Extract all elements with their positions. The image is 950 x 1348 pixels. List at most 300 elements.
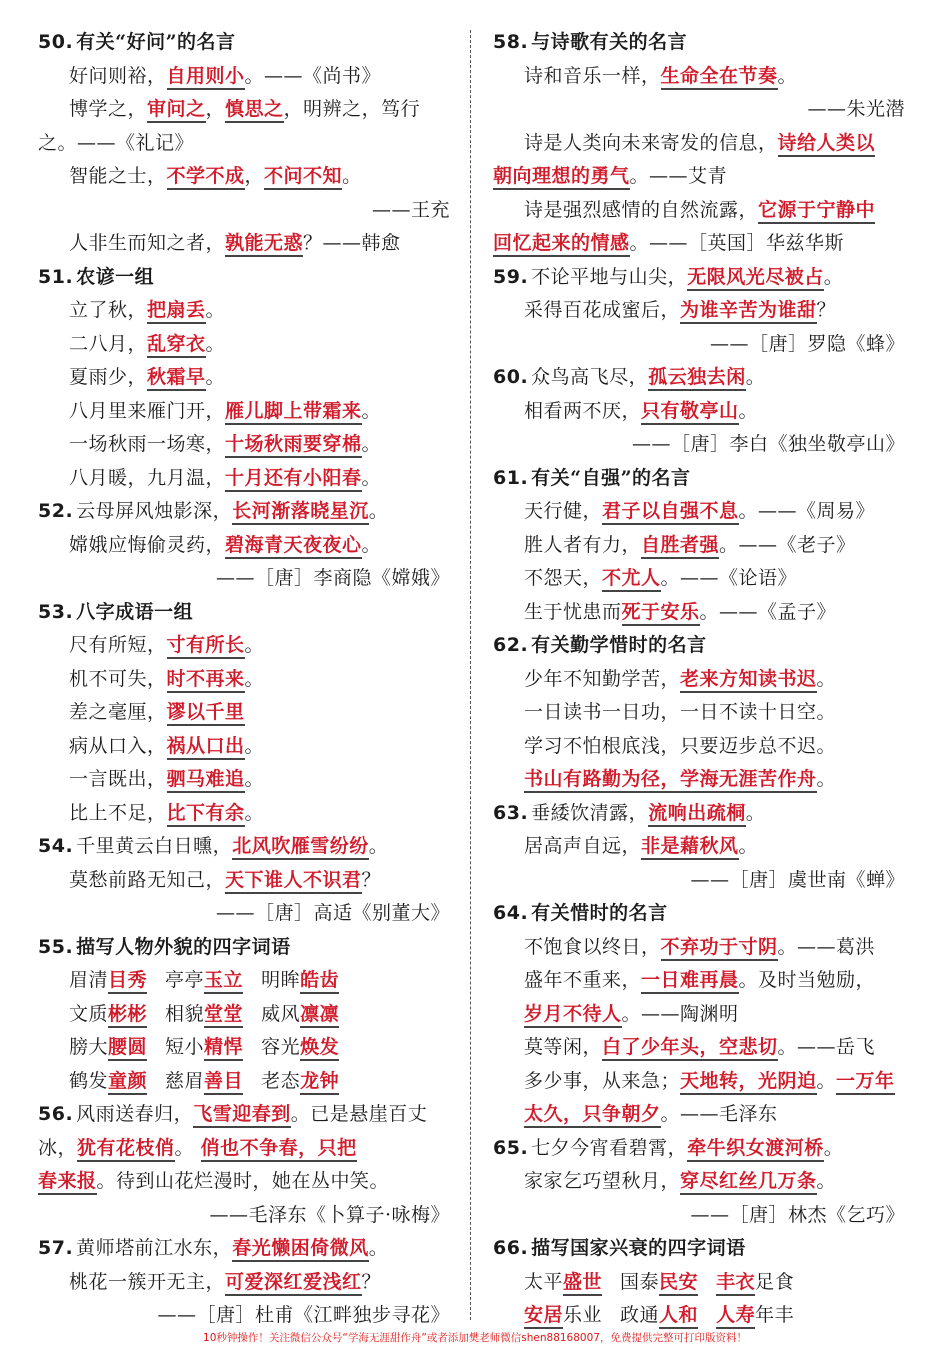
text-segment: 相看两不厌，	[524, 399, 642, 422]
answer-text: 犹有花枝俏	[77, 1137, 175, 1162]
text-segment: 。待到山花烂漫时，她在丛中笑。	[96, 1170, 390, 1192]
four-char-word	[524, 1266, 602, 1300]
text-segment: 描写国家兴衰的四字词语	[531, 1237, 746, 1259]
answer-text: 凛凛	[300, 1003, 339, 1028]
text-segment: 莫等闲，	[524, 1036, 603, 1058]
text-segment: 。	[368, 500, 389, 522]
text-segment: 眉清	[69, 969, 109, 991]
text-segment: 好问则裕，	[69, 64, 167, 87]
answer-text: 孤云独去闲	[648, 366, 746, 391]
item-heading	[38, 931, 450, 965]
text-segment: 博学之，	[69, 98, 148, 120]
item-number: 66.	[493, 1237, 529, 1259]
source-attribution	[493, 328, 905, 362]
text-segment: 。——《孟子》	[699, 600, 837, 623]
answer-text: 为谁辛苦为谁甜	[680, 299, 817, 324]
text-segment: 众鸟高飞尽，	[531, 366, 649, 388]
text-line	[493, 830, 905, 864]
answer-text: 比下有余	[167, 802, 245, 827]
text-segment: 一日读书一日功，一日不读十日空。	[524, 701, 837, 723]
text-segment: 冰，	[38, 1136, 78, 1159]
column-divider	[470, 30, 471, 1320]
text-line	[38, 1165, 450, 1199]
text-line	[493, 60, 905, 94]
text-segment: 。已是悬崖百丈	[290, 1103, 428, 1125]
answer-text: 善目	[204, 1070, 243, 1095]
text-segment: ——［唐］李白《独坐敬亭山》	[631, 433, 905, 455]
answer-text: 皓齿	[300, 969, 339, 994]
text-segment: 。	[738, 835, 759, 857]
text-line	[38, 328, 450, 362]
answer-text: 民安	[659, 1271, 698, 1296]
answer-text: 焕发	[300, 1036, 339, 1061]
text-segment: 垂緌饮清露，	[531, 801, 649, 824]
text-line	[493, 763, 905, 797]
item-heading	[493, 26, 905, 60]
text-segment: 描写人物外貌的四字词语	[76, 935, 291, 958]
item-number: 59.	[493, 265, 529, 288]
text-segment: 。——《论语》	[660, 567, 798, 589]
answer-text: 飞雪迎春到	[193, 1103, 291, 1128]
text-segment: 。——《周易》	[738, 500, 876, 522]
answer-text: 时不再来	[167, 668, 245, 693]
answer-text: 生命全在节奏	[661, 65, 778, 90]
answer-text: 天下谁人不识君	[225, 869, 362, 894]
text-line	[493, 294, 905, 328]
item-number: 54.	[38, 835, 74, 857]
four-char-word	[69, 964, 147, 998]
text-segment: 。	[244, 768, 265, 790]
text-segment: 。	[816, 1170, 837, 1192]
text-line	[493, 730, 905, 764]
footer-promo-text: 10秒钟操作！关注微信公众号“学海无涯甜作舟”或者添加樊老师微信shen88168007，免费提供完整可打印版资料！	[203, 1332, 747, 1344]
text-segment: 。	[361, 433, 382, 455]
text-line	[38, 428, 450, 462]
text-segment: 。——葛洪	[777, 935, 876, 958]
text-segment: 胜人者有力，	[524, 533, 642, 556]
text-line	[38, 696, 450, 730]
four-char-word	[69, 1031, 147, 1065]
text-segment: 居高声自远，	[524, 835, 642, 857]
text-segment: 嫦娥应悔偷灵药，	[69, 533, 226, 556]
text-segment: 相貌	[165, 1002, 205, 1025]
answer-text: 审问之	[147, 98, 206, 123]
item-heading	[38, 1232, 450, 1266]
text-segment: 乐业	[563, 1304, 603, 1326]
answer-text: 一日难再晨	[641, 969, 739, 994]
answer-text: 玉立	[204, 969, 243, 994]
answer-text: 不问不知	[264, 165, 342, 190]
answer-text: 目秀	[108, 969, 147, 994]
text-segment: 家家乞巧望秋月，	[524, 1170, 681, 1192]
text-segment: 莫愁前路无知己，	[69, 868, 226, 891]
text-segment: 生于忧患而	[524, 600, 622, 623]
text-segment: 。	[244, 734, 265, 757]
text-segment: ？	[361, 1270, 382, 1293]
answer-text: 书山有路勤为径，学海无涯苦作舟	[524, 768, 817, 793]
text-line	[493, 127, 905, 161]
text-line	[38, 864, 450, 898]
text-segment: 夏雨少，	[69, 366, 148, 388]
text-line	[38, 93, 450, 127]
text-segment: 有关“自强”的名言	[531, 466, 691, 489]
text-segment: ——朱光潜	[807, 98, 905, 120]
answer-text: 不学不成	[167, 165, 245, 190]
text-line	[38, 361, 450, 395]
text-segment: 老态	[261, 1069, 301, 1092]
answer-text: 雁儿脚上带霜来	[225, 400, 362, 425]
text-segment: 不饱食以终日，	[524, 935, 661, 958]
text-segment: 有关惜时的名言	[531, 902, 668, 924]
answer-text: 流响出疏桐	[648, 802, 746, 827]
text-line	[38, 294, 450, 328]
item-number: 50.	[38, 31, 74, 53]
text-segment: 。	[205, 332, 226, 355]
text-segment: ？	[816, 299, 837, 321]
text-segment: ——王充	[371, 198, 450, 221]
four-char-word	[261, 1065, 339, 1099]
answer-text: 自胜者强	[641, 534, 719, 559]
text-segment: 。	[205, 299, 226, 321]
text-segment: 八月里来雁门开，	[69, 399, 226, 422]
answer-text: 北风吹雁雪纷纷	[232, 835, 369, 860]
item-number: 65.	[493, 1136, 529, 1159]
text-segment: ——［唐］林杰《乞巧》	[690, 1203, 905, 1226]
text-segment: 文质	[69, 1002, 109, 1025]
answer-text: 丰衣	[716, 1271, 755, 1296]
answer-text: 不弃功于寸阴	[661, 936, 778, 961]
text-line	[38, 227, 450, 261]
word-grid-row	[493, 1266, 905, 1300]
text-segment: 机不可失，	[69, 667, 167, 690]
answer-text: 无限风光尽被占	[687, 266, 824, 291]
answer-text: 谬以千里	[167, 701, 245, 726]
item-number: 52.	[38, 500, 74, 522]
item-number: 64.	[493, 902, 529, 924]
text-segment: 鹤发	[69, 1069, 109, 1092]
text-segment: 。——《尚书》	[244, 64, 382, 87]
answer-text: 十月还有小阳春	[225, 467, 362, 492]
source-attribution	[38, 194, 450, 228]
text-segment: 足食	[755, 1270, 795, 1293]
item-heading	[493, 462, 905, 496]
text-segment: 。	[816, 768, 837, 790]
text-segment: ——［唐］高适《别董大》	[215, 902, 450, 924]
text-segment: ——［唐］罗隐《蜂》	[709, 332, 905, 355]
text-line	[38, 730, 450, 764]
text-line	[38, 127, 450, 161]
text-segment: ？	[361, 868, 382, 891]
text-segment: 八月暖，九月温，	[69, 466, 226, 489]
four-char-word	[165, 1065, 243, 1099]
item-number: 55.	[38, 935, 74, 958]
item-number: 62.	[493, 634, 529, 656]
text-segment: 。	[777, 64, 798, 87]
text-segment: 诗是人类向未来寄发的信息，	[524, 131, 778, 154]
text-segment: 有关勤学惜时的名言	[531, 634, 707, 656]
text-segment: 。——毛泽东	[660, 1103, 778, 1125]
text-segment: 云母屏风烛影深，	[76, 500, 233, 522]
text-line	[493, 194, 905, 228]
text-line	[493, 160, 905, 194]
text-line	[493, 1098, 905, 1132]
four-char-word	[69, 1065, 147, 1099]
answer-text: 太久，只争朝夕	[524, 1103, 661, 1128]
text-segment: 少年不知勤学苦，	[524, 667, 681, 690]
item-number: 56.	[38, 1103, 74, 1125]
answer-text: 只有敬亭山	[641, 400, 739, 425]
text-segment: 采得百花成蜜后，	[524, 299, 681, 321]
answer-text: 堂堂	[204, 1003, 243, 1028]
answer-text: 牵牛织女渡河桥	[687, 1137, 824, 1162]
text-segment: 。	[361, 466, 382, 489]
answer-text: 安居	[524, 1304, 563, 1329]
text-line	[493, 1065, 905, 1099]
source-attribution	[493, 1199, 905, 1233]
answer-text: 龙钟	[300, 1070, 339, 1095]
answer-text: 盛世	[563, 1271, 602, 1296]
text-segment: 七夕今宵看碧霄，	[531, 1136, 688, 1159]
answer-text: 碧海青天夜夜心	[225, 534, 362, 559]
answer-text: 不尤人	[602, 567, 661, 592]
text-segment: 差之毫厘，	[69, 701, 167, 723]
text-segment: 。——《老子》	[719, 533, 856, 556]
four-char-word	[165, 964, 243, 998]
text-segment: 。	[205, 366, 226, 388]
answer-text: 孰能无惑	[225, 232, 303, 257]
text-line	[38, 395, 450, 429]
text-line	[38, 529, 450, 563]
answer-text: 秋霜早	[147, 366, 206, 391]
answer-text: 回忆起来的情感	[493, 232, 630, 257]
answer-text: 岁月不待人	[524, 1003, 622, 1028]
right-column	[493, 26, 905, 1333]
four-char-word	[69, 998, 147, 1032]
word-grid-row	[493, 1299, 905, 1333]
item-number: 57.	[38, 1237, 74, 1259]
source-attribution	[38, 1299, 450, 1333]
source-attribution	[38, 1199, 450, 1233]
text-segment: 慈眉	[165, 1069, 205, 1092]
text-segment: ，	[244, 165, 265, 187]
text-line	[493, 596, 905, 630]
text-segment: 。	[745, 801, 766, 824]
text-segment: 一言既出，	[69, 768, 167, 790]
text-segment: 。及时当勉励，	[738, 969, 876, 991]
answer-text: 人寿	[716, 1304, 755, 1329]
answer-text: 老来方知读书迟	[680, 668, 817, 693]
answer-text: 一万年	[836, 1070, 895, 1095]
text-segment: 天行健，	[524, 500, 603, 522]
text-segment: 太平	[524, 1270, 564, 1293]
text-segment: 之。——《礼记》	[38, 131, 195, 154]
item-heading	[493, 797, 905, 831]
text-segment: 威风	[261, 1002, 301, 1025]
answer-text: 长河渐落晓星沉	[232, 500, 369, 525]
text-line	[493, 663, 905, 697]
text-segment: 。	[244, 801, 265, 824]
four-char-word	[524, 1299, 602, 1333]
item-heading	[38, 495, 450, 529]
answer-text: 春光懒困倚微风	[232, 1237, 369, 1262]
text-line	[493, 562, 905, 596]
answer-text: 人和	[659, 1304, 698, 1329]
answer-text: 君子以自强不息	[602, 500, 739, 525]
four-char-word	[716, 1299, 794, 1333]
text-line	[38, 629, 450, 663]
word-grid-row	[38, 1031, 450, 1065]
answer-text: 把扇丢	[147, 299, 206, 324]
text-segment: 一场秋雨一场寒，	[69, 433, 226, 455]
item-heading	[38, 1098, 450, 1132]
text-segment: ——［唐］虞世南《蝉》	[690, 868, 905, 891]
item-number: 58.	[493, 31, 529, 53]
left-column	[38, 26, 450, 1333]
text-segment: 有关“好问”的名言	[76, 31, 236, 53]
text-segment: 不论平地与山尖，	[531, 265, 688, 288]
text-segment: ，	[205, 98, 226, 120]
text-line	[38, 1266, 450, 1300]
four-char-word	[261, 998, 339, 1032]
text-segment: 短小	[165, 1036, 205, 1058]
text-segment: 。	[823, 1136, 844, 1159]
text-segment: 桃花一簇开无主，	[69, 1270, 226, 1293]
text-segment: 。	[368, 1237, 389, 1259]
item-heading	[38, 261, 450, 295]
item-number: 61.	[493, 466, 529, 489]
text-segment: 八字成语一组	[76, 600, 194, 623]
text-line	[38, 462, 450, 496]
text-segment: 容光	[261, 1036, 301, 1058]
four-char-word	[165, 1031, 243, 1065]
text-segment: 学习不怕根底浅，只要迈步总不迟。	[524, 734, 837, 757]
text-line	[493, 931, 905, 965]
answer-text: 诗给人类以	[778, 132, 876, 157]
text-segment: 不怨天，	[524, 567, 603, 589]
text-segment: 。	[816, 1069, 837, 1092]
source-attribution	[38, 897, 450, 931]
text-segment: 。	[816, 667, 837, 690]
text-segment: 。——艾青	[629, 165, 728, 187]
text-segment: ——［唐］李商隐《嫦娥》	[215, 567, 450, 589]
answer-text: 驷马难追	[167, 768, 245, 793]
text-line	[38, 60, 450, 94]
item-heading	[38, 830, 450, 864]
text-segment: 与诗歌有关的名言	[531, 31, 688, 53]
text-segment: 盛年不重来，	[524, 969, 642, 991]
text-segment: 。	[361, 399, 382, 422]
source-attribution	[493, 864, 905, 898]
text-segment: ，明辨之，笃行	[283, 98, 421, 120]
text-segment: 多少事，从来急；	[524, 1069, 681, 1092]
item-number: 63.	[493, 801, 529, 824]
answer-text: 祸从口出	[167, 735, 245, 760]
text-segment: 人非生而知之者，	[69, 232, 226, 254]
item-heading	[38, 26, 450, 60]
text-line	[493, 1165, 905, 1199]
text-segment: 。	[342, 165, 362, 187]
source-attribution	[38, 562, 450, 596]
answer-text: 穿尽红丝几万条	[680, 1170, 817, 1195]
text-segment: 。	[244, 634, 265, 656]
answer-text: 自用则小	[167, 65, 245, 90]
word-grid-row	[38, 998, 450, 1032]
item-heading	[493, 361, 905, 395]
answer-text: 十场秋雨要穿棉	[225, 433, 362, 458]
text-line	[493, 964, 905, 998]
text-segment: 风雨送春归，	[76, 1103, 194, 1125]
text-segment: 。	[361, 533, 382, 556]
text-segment: 诗是强烈感情的自然流露，	[524, 198, 759, 221]
item-heading	[493, 1232, 905, 1266]
item-number: 51.	[38, 265, 74, 288]
item-number: 60.	[493, 366, 529, 388]
answer-text: 腰圆	[108, 1036, 147, 1061]
item-heading	[493, 897, 905, 931]
text-segment: 。——陶渊明	[621, 1002, 739, 1025]
text-segment: 。	[244, 667, 265, 690]
four-char-word	[620, 1266, 698, 1300]
text-line	[493, 395, 905, 429]
text-line	[493, 227, 905, 261]
text-segment: 智能之士，	[69, 165, 167, 187]
answer-text: 它源于宁静中	[758, 199, 875, 224]
answer-text: 天地转，光阴迫	[680, 1070, 817, 1095]
answer-text: 可爱深红爱浅红	[225, 1271, 362, 1296]
answer-text: 朝向理想的勇气	[493, 165, 630, 190]
item-heading	[493, 1132, 905, 1166]
four-char-word	[261, 1031, 339, 1065]
text-segment: 。	[745, 366, 766, 388]
answer-text: 白了少年头，空悲切	[602, 1036, 778, 1061]
text-segment: 明眸	[261, 969, 301, 991]
text-segment: 。	[368, 835, 389, 857]
answer-text: 俏也不争春，只把	[201, 1137, 357, 1162]
item-number: 53.	[38, 600, 74, 623]
answer-text: 童颜	[108, 1070, 147, 1095]
four-char-word	[620, 1299, 698, 1333]
text-line	[38, 763, 450, 797]
text-segment: 立了秋，	[69, 299, 148, 321]
answer-text: 彬彬	[108, 1003, 147, 1028]
text-segment: 亭亭	[165, 969, 205, 991]
text-segment: ？——韩愈	[303, 232, 401, 254]
text-segment: 。——［英国］华兹华斯	[629, 232, 845, 254]
text-segment: 农谚一组	[76, 265, 155, 288]
four-char-word	[716, 1266, 794, 1300]
four-char-word	[261, 964, 339, 998]
text-segment: ——毛泽东《卜算子·咏梅》	[209, 1203, 450, 1226]
source-attribution	[493, 93, 905, 127]
text-segment: 比上不足，	[69, 801, 167, 824]
text-segment: 。——岳飞	[777, 1036, 876, 1058]
text-line	[38, 1132, 450, 1166]
text-segment: 。	[738, 399, 759, 422]
source-attribution	[493, 428, 905, 462]
text-line	[493, 998, 905, 1032]
item-heading	[493, 629, 905, 663]
answer-text: 慎思之	[225, 98, 284, 123]
text-segment: ——［唐］杜甫《江畔独步寻花》	[157, 1304, 450, 1326]
text-segment: 诗和音乐一样，	[524, 64, 661, 87]
answer-text: 寸有所长	[167, 634, 245, 659]
text-segment: 国泰	[620, 1270, 660, 1293]
word-grid-row	[38, 964, 450, 998]
answer-text: 死于安乐	[622, 601, 700, 626]
item-heading	[38, 596, 450, 630]
answer-text: 精悍	[204, 1036, 243, 1061]
text-segment: 。	[823, 265, 844, 288]
